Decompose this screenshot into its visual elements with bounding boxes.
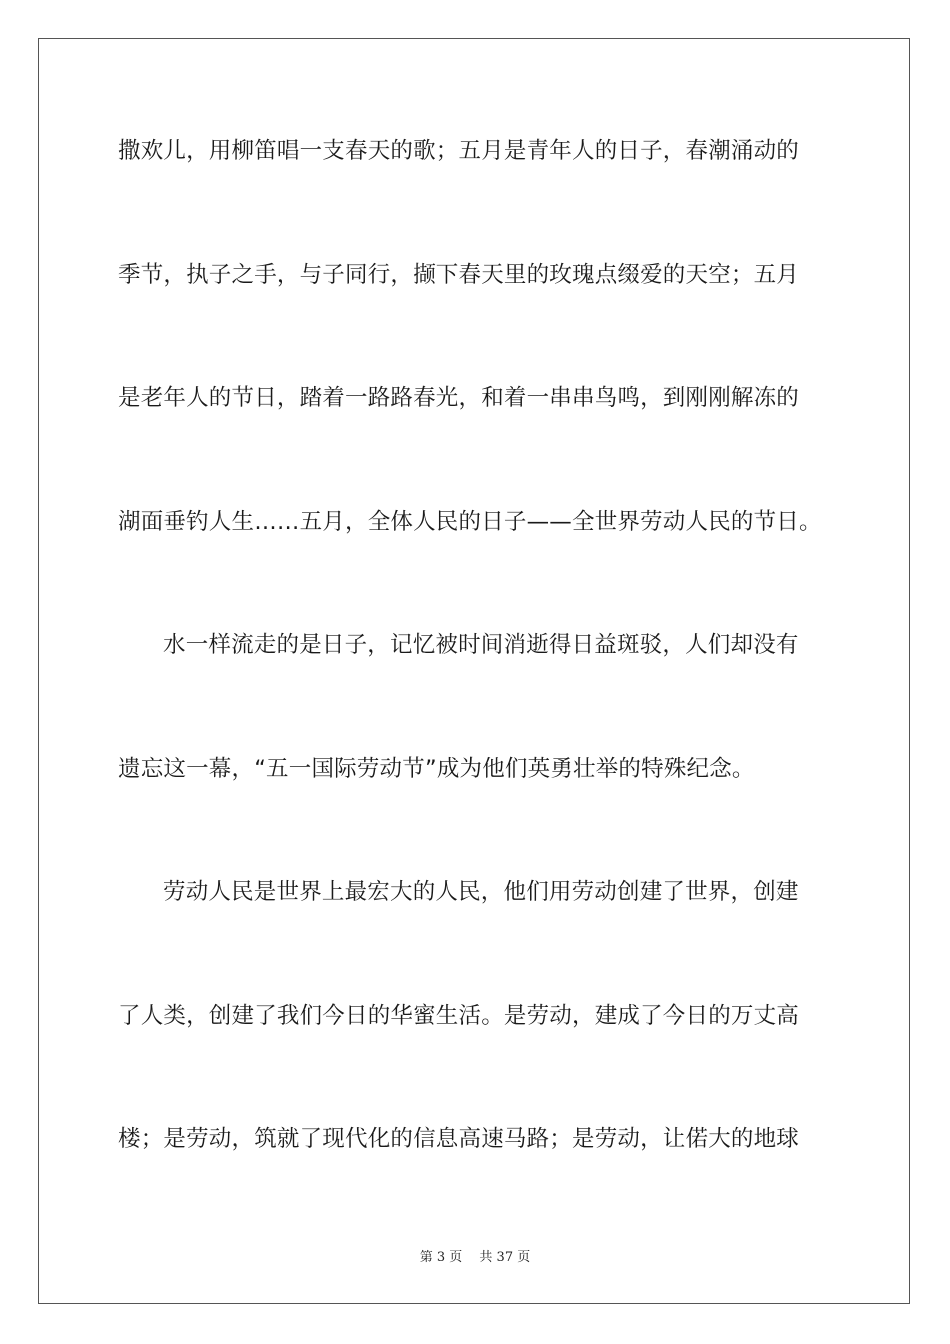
paragraph-line: 水一样流走的是日子，记忆被时间消逝得日益斑驳，人们却没有 (163, 632, 799, 658)
page-frame (38, 38, 910, 1304)
paragraph-line: 季节，执子之手，与子同行，撷下春天里的玫瑰点缀爱的天空；五月 (118, 262, 800, 288)
paragraph-line: 湖面垂钓人生……五月，全体人民的日子——全世界劳动人民的节日。 (118, 509, 822, 535)
paragraph-line: 楼；是劳动，筑就了现代化的信息高速马路；是劳动，让偌大的地球 (118, 1126, 800, 1152)
paragraph-line: 了人类，创建了我们今日的华蜜生活。是劳动，建成了今日的万丈高 (118, 1003, 800, 1029)
paragraph-line: 劳动人民是世界上最宏大的人民，他们用劳动创建了世界，创建 (163, 879, 799, 905)
paragraph-line: 撒欢儿，用柳笛唱一支春天的歌；五月是青年人的日子，春潮涌动的 (118, 138, 800, 164)
paragraph-line: 遗忘这一幕，“五一国际劳动节”成为他们英勇壮举的特殊纪念。 (118, 756, 755, 782)
paragraph-line: 是老年人的节日，踏着一路路春光，和着一串串鸟鸣，到刚刚解冻的 (118, 385, 800, 411)
page-number-footer: 第 3 页 共 37 页 (419, 1250, 531, 1265)
